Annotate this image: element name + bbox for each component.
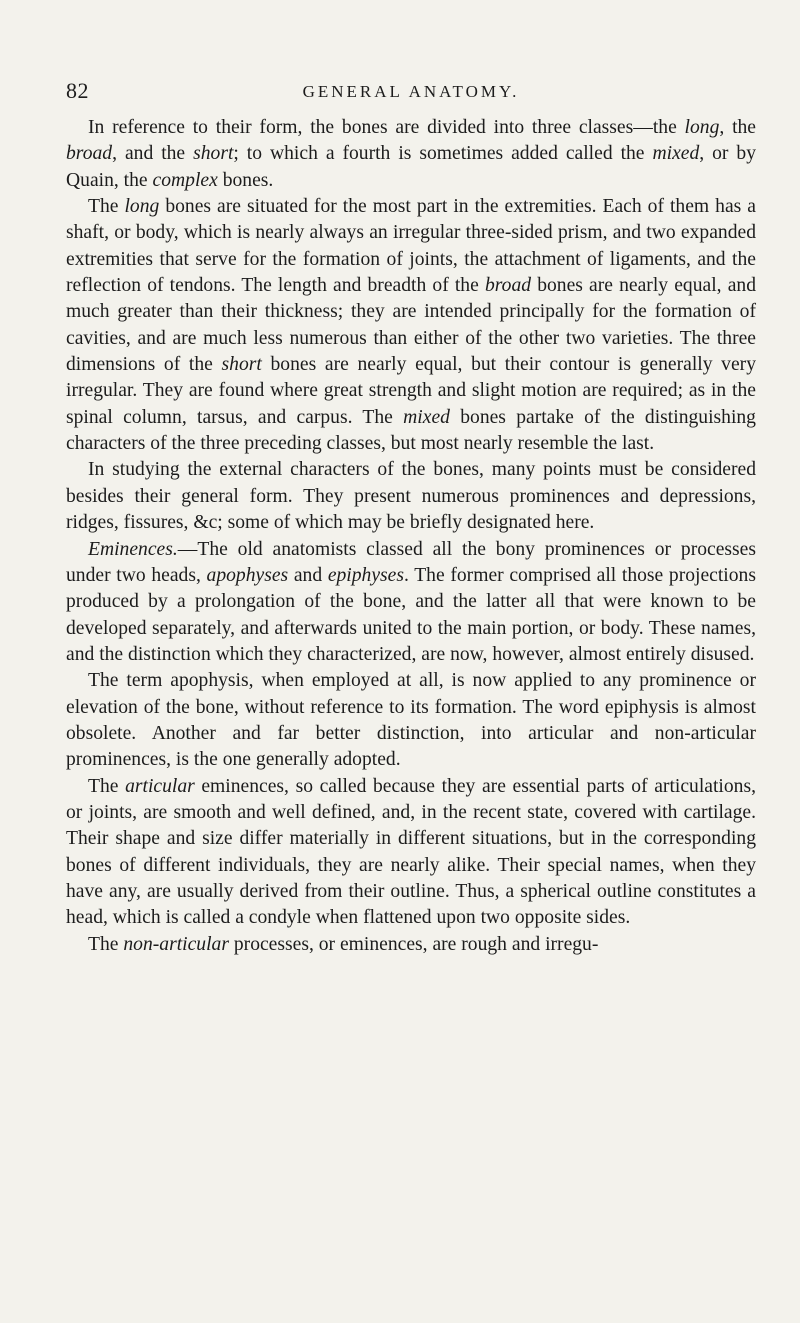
text-run: , and the	[112, 143, 194, 165]
paragraph-articular-eminences	[66, 774, 756, 932]
page-number: 82	[66, 78, 89, 103]
text-run: In studying the external characters of the bones, many points must be considered besides their general form. They present numerous prominences and depressions, ridges, fissures, &c; some of which may be briefly designated here.	[66, 459, 756, 534]
italic-term: Eminences.	[88, 538, 178, 560]
text-run: bones are nearly equal, but their contour is generally very irregular. They are found where great strength and slight motion are required; as in the spinal column, tarsus, and carpus. The	[66, 354, 756, 428]
paragraph-apophysis-term	[66, 668, 756, 773]
italic-term: apophyses	[206, 564, 289, 586]
text-run: ; to which a fourth is sometimes added called the	[233, 143, 653, 165]
italic-term: complex	[152, 169, 218, 191]
italic-term: long	[124, 196, 160, 218]
body-text	[66, 115, 756, 958]
text-run: In reference to their form, the bones are divided into three classes—the	[88, 117, 685, 138]
paragraph-non-articular-processes	[66, 932, 756, 958]
text-run: bones.	[217, 169, 274, 191]
running-head: GENERAL ANATOMY.	[302, 82, 520, 101]
text-run: —The old anatomists classed all the bony prominences or processes under two heads,	[66, 538, 756, 586]
italic-term: mixed	[652, 143, 700, 165]
italic-term: broad	[484, 275, 532, 297]
paragraph-external-characters	[66, 457, 756, 536]
text-run: bones are situated for the most part in the extremities. Each of them has a shaft, or body, which is nearly always an irregular three-sided prism, and two expanded extremities that serve for the formation of joints, the attachment of ligaments, and the reflection of tendons. The length and breadth of the	[66, 196, 756, 297]
italic-term: mixed	[403, 406, 450, 428]
text-run: eminences, so called because they are essential parts of articulations, or joints, are smooth and well defined, and, in the recent state, covered with cartilage. Their shape and size differ materially in different situations, but in the corresponding bones of different individuals, they are nearly alike. Their special names, when they have any, are usually derived from their outline. Thus, a spherical outline constitutes a head, which is called a condyle when flattened upon two opposite sides.	[66, 775, 756, 929]
paragraph-long-broad-short-bones	[66, 194, 756, 457]
italic-term: epiphyses	[327, 564, 404, 586]
text-run: bones are nearly equal, and much greater than their thickness; they are intended principally for the formation of cavities, and are much less numerous than either of the other two varieties. The three dimensions of the	[66, 275, 756, 376]
text-run: The	[88, 775, 126, 797]
page-header	[66, 78, 756, 108]
text-run: processes, or eminences, are rough and irregu-	[228, 933, 599, 955]
paragraph-eminences	[66, 537, 756, 669]
text-run: The	[88, 933, 124, 955]
italic-term: short	[221, 354, 262, 376]
text-run: The term apophysis, when employed at all, is now applied to any prominence or elevation of the bone, without reference to its formation. The word epiphysis is almost obsolete. Another and far better distinction, into articular and non-articular prominences, is the one generally adopted.	[66, 670, 756, 771]
text-run: and	[288, 564, 328, 586]
italic-term: long	[684, 117, 720, 138]
italic-term: short	[193, 143, 234, 165]
text-run: . The former comprised all those projections produced by a prolongation of the bone, and the latter all that were known to be developed separately, and afterwards united to the main portion, or body. These names, and the distinction which they characterized, are now, however, almost entirely disused.	[66, 564, 756, 665]
italic-term: non-articular	[123, 933, 229, 955]
italic-term: articular	[125, 775, 195, 797]
text-run: bones partake of the distinguishing characters of the three preceding classes, but most nearly resemble the last.	[66, 406, 756, 455]
italic-term: broad	[66, 143, 113, 165]
text-run: , the	[719, 117, 757, 138]
text-run: , or by Quain, the	[66, 143, 756, 191]
text-run: The	[88, 196, 125, 218]
paragraph-classes-of-bones	[66, 115, 756, 194]
